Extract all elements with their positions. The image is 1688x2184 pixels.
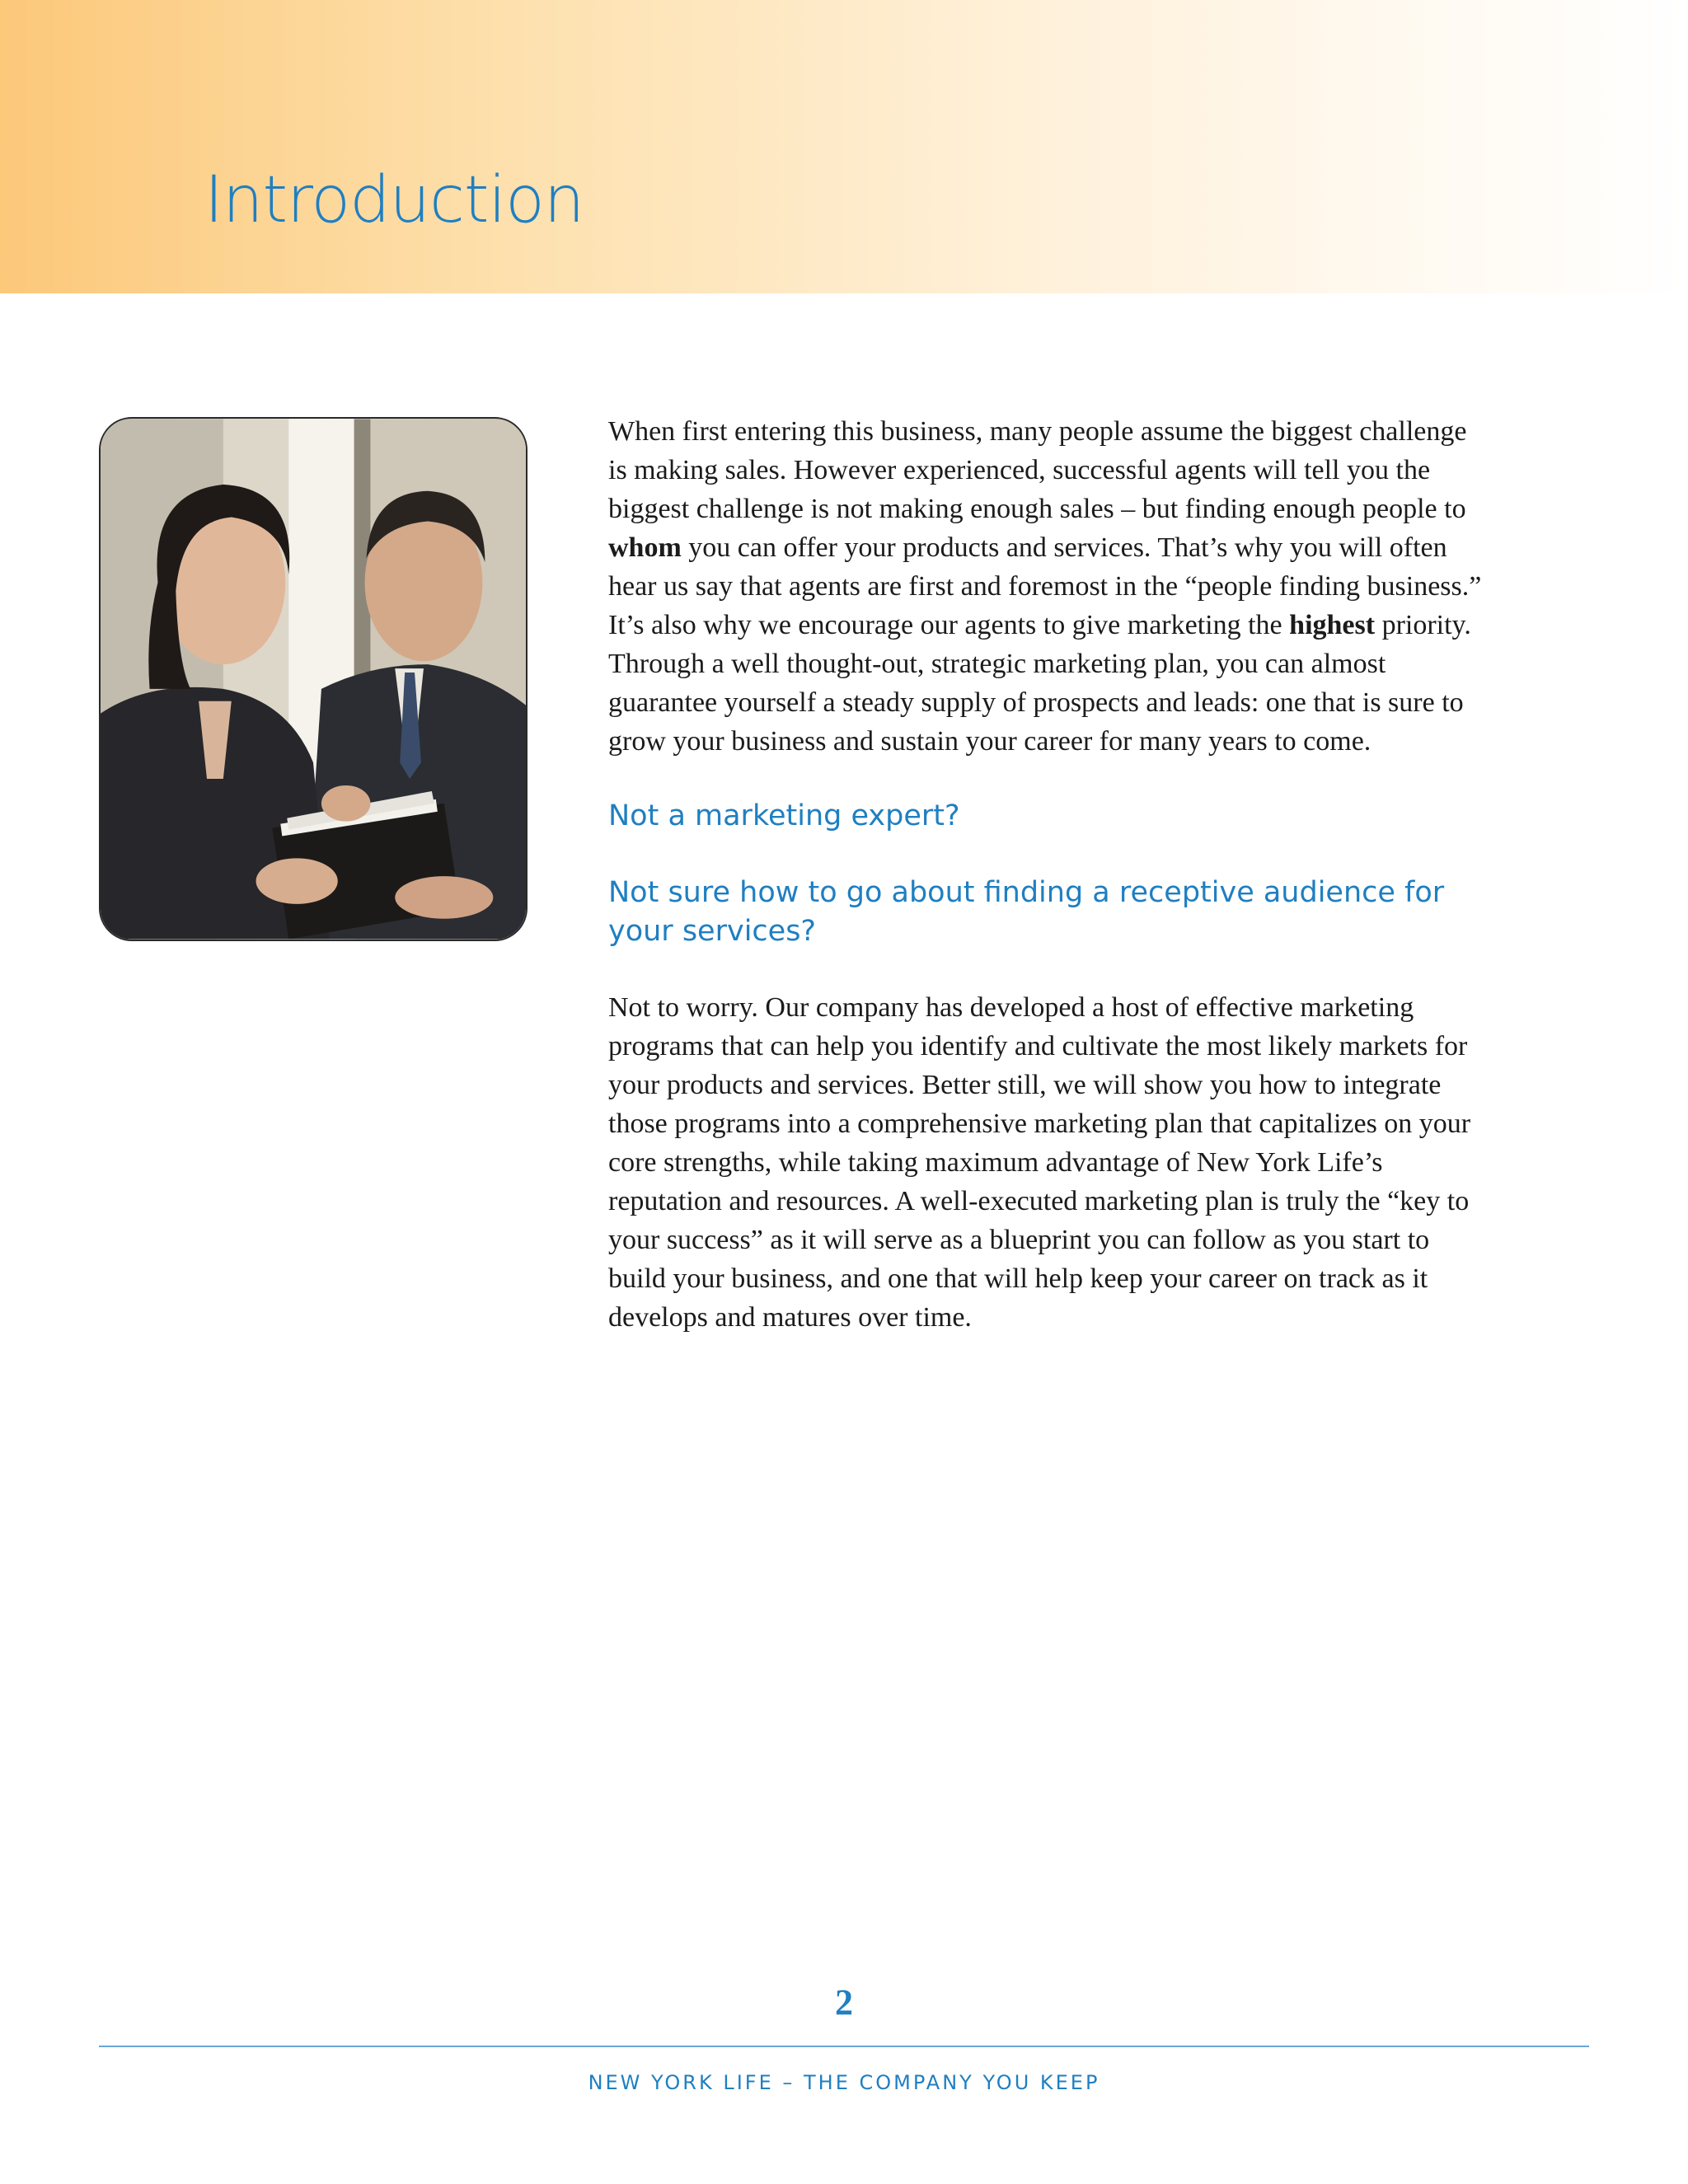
intro-text-2: you can offer your products and services. That’s why you will often hear us say that agents are first and foremost in the “people finding business.” It’s also why we encourage our agents to give marketing the [608,532,1482,640]
emphasis-whom: whom [608,532,682,563]
header-band [0,0,1688,293]
closing-paragraph: Not to worry. Our company has developed a host of effective marketing programs that can help you identify and cultivate the most likely markets for your products and services. Better still, we will show you how to integrate those programs into a comprehensive marketing plan that capitalizes on your core strengths, while taking maximum advantage of New York Life’s reputation and resources. A well-executed marketing plan is truly the “key to your success” as it will serve as a blueprint you can follow as you start to build your business, and one that will help keep your career on track as it develops and matures over time. [608,992,1471,1333]
business-people-photo [99,417,528,941]
subheading-marketing-expert: Not a marketing expert? [608,799,960,832]
intro-paragraph [608,412,1490,761]
intro-text-3: priority. Through a well thought-out, strategic marketing plan, you can almost guarantee yourself a steady supply of prospects and leads: one that is sure to grow your business and sustain your career for many years to come. [608,610,1471,757]
main-content [608,412,1490,1337]
footer-divider [99,2046,1589,2047]
subheading-receptive-audience: Not sure how to go about finding a receptive audience for your services? [608,876,1445,948]
intro-text-1: When first entering this business, many people assume the biggest challenge is making sales. However experienced, successful agents will tell you the biggest challenge is not making enough sales – but finding enough people to [608,416,1467,524]
page-title: Introduction [204,163,584,237]
emphasis-highest: highest [1289,610,1376,640]
footer-tagline: NEW YORK LIFE – THE COMPANY YOU KEEP [588,2071,1100,2094]
page-number: 2 [835,1982,853,2022]
business-people-illustration [101,419,526,940]
